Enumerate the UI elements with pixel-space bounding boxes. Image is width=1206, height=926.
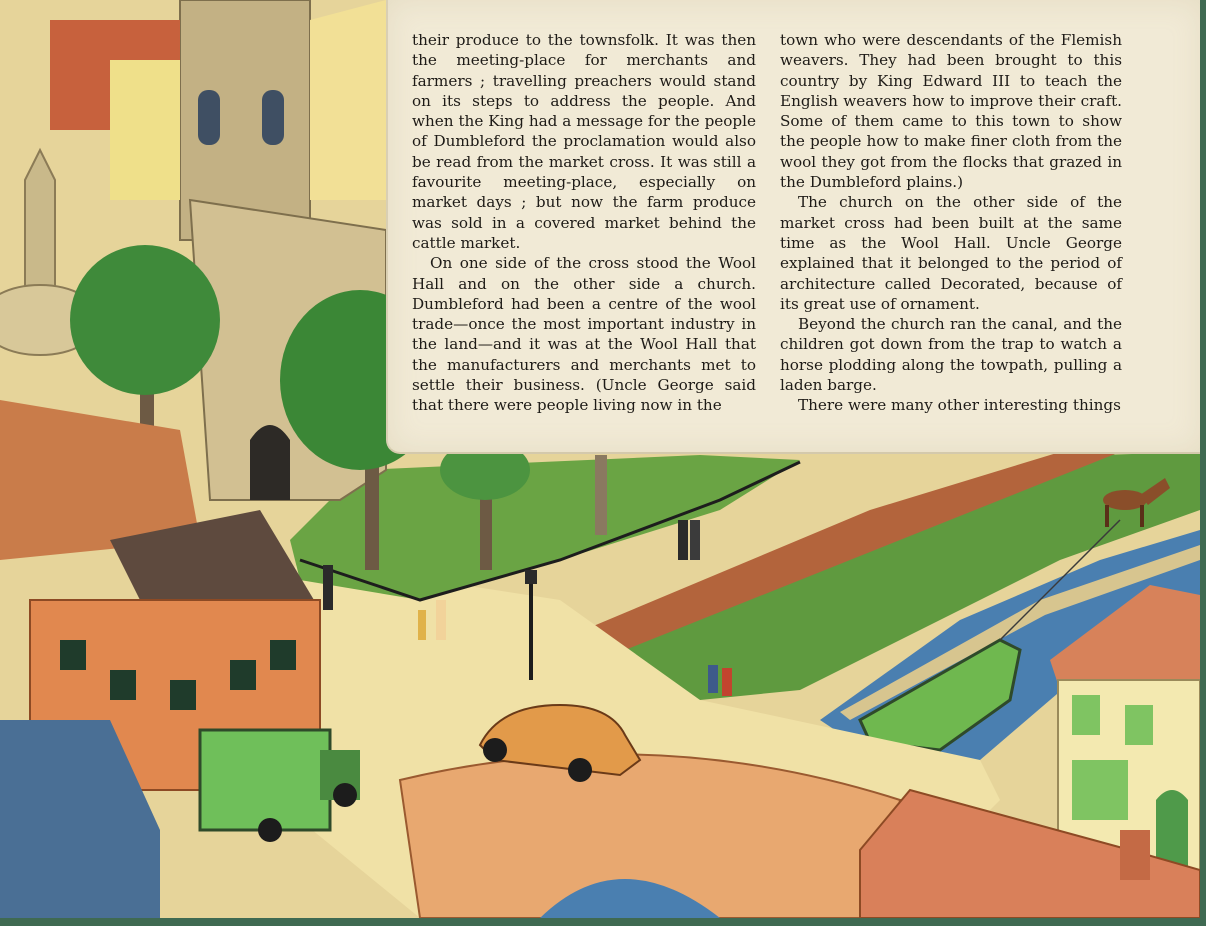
church-window	[198, 90, 220, 145]
text-column-left	[412, 30, 756, 416]
paragraph: There were many other interesting things	[798, 396, 1121, 415]
text-column-right	[780, 30, 1122, 416]
tree	[595, 455, 607, 535]
chimney	[1120, 830, 1150, 880]
paragraph: town who were descendants of the Flemish weavers. They had been brought to this country by King Edward III to teach the English weavers how to improve their craft. Some of them came to this town to show the people how to make finer cloth from the wool they got from the flocks that grazed in the Dumbleford plains.)	[780, 31, 1122, 192]
paragraph: their produce to the townsfolk. It was then the meeting-place for merchants and farmers ; travelling preachers would stand on its steps to address the people. And when the King had a message for the people of Dumbleford the proclamation would also be read from the market cross. It was still a favourite meeting-place, especially on market days ; but now the farm produce was sold in a covered market behind the cattle market.	[412, 31, 756, 252]
cream-townhouse	[310, 0, 386, 200]
paragraph: The church on the other side of the market cross had been built at the same time as the Wool Hall. Uncle George explained that it belonged to the period of architecture called Decorated, because of its great use of ornament.	[780, 193, 1122, 313]
church-window	[262, 90, 284, 145]
paragraph: On one side of the cross stood the Wool Hall and on the other side a church. Dumbleford had been a centre of the wool trade—once the most important industry in the land—and it was at the Wool Hall that the manufacturers and merchants met to settle their business. (Uncle George said that there were people living now in the	[412, 254, 756, 415]
text-panel	[386, 0, 1200, 454]
paragraph: Beyond the church ran the canal, and the children got down from the trap to watch a horse plodding along the towpath, pulling a laden barge.	[780, 315, 1122, 395]
church-door	[250, 425, 290, 500]
yellow-townhouse	[110, 60, 180, 200]
